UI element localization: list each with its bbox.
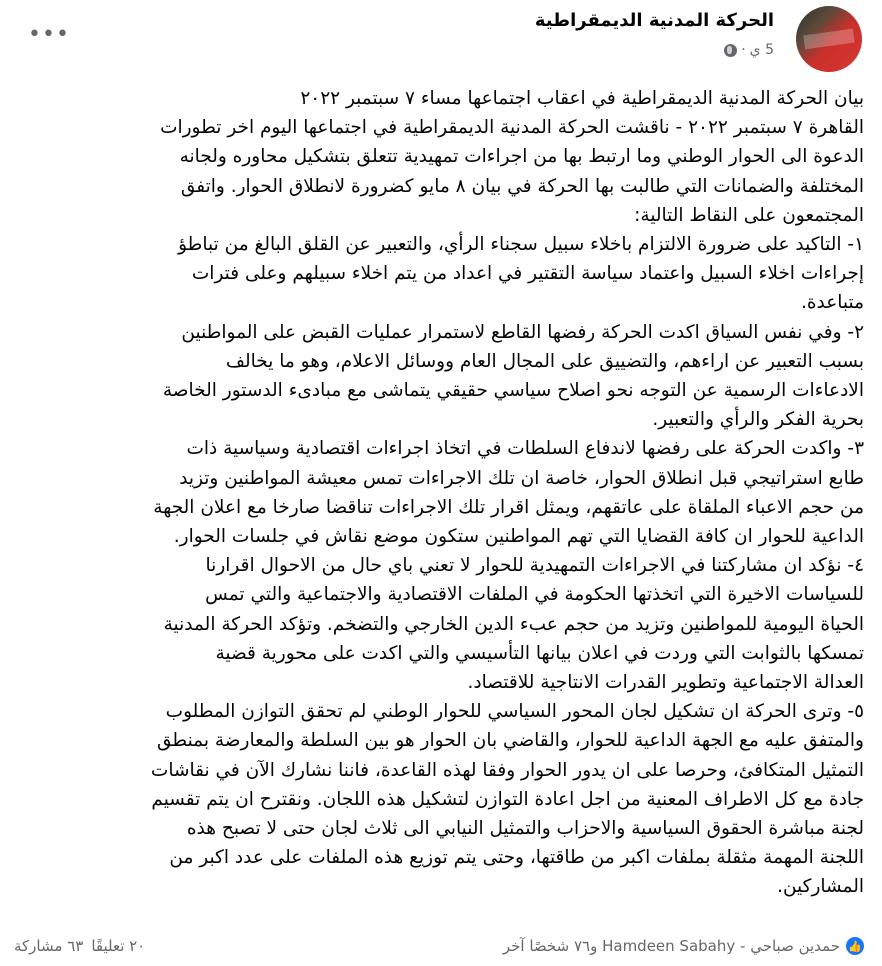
reactions-summary[interactable] <box>503 937 864 955</box>
post-text-line: ٤- نؤكد ان مشاركتنا في الاجراءات التمهيدية للحوار لا تعني باي حال من الاحوال اقرارنا <box>205 555 864 577</box>
reactions-text: حمدين صباحي - Hamdeen Sabahy و٧٦ شخصًا آخر <box>502 937 840 955</box>
post-text-line: تمسكها بالثوابت التي وردت في اعلان بيانها التأسيسي والتي اكدت على محورية قضية <box>215 642 864 664</box>
post-text-line: المختلفة والضمانات التي طالبت بها الحركة في بيان ٨ مايو كضرورة لانطلاق الحوار. واتفق <box>180 175 864 197</box>
post-header <box>0 0 882 90</box>
post-text-line: إجراءات اخلاء السبيل واعتماد سياسة التقتير في اعداد من يتم اخلاء سبيلهم وعلى فترات <box>191 263 864 285</box>
post-text-line: المجتمعون على النقاط التالية: <box>634 204 864 226</box>
like-icon: 👍 <box>846 937 864 955</box>
post-text-line: بسبب التعبير عن اراءهم، والتضييق على المجال العام ووسائل الاعلام، وهو ما يخالف <box>225 350 864 372</box>
post-text-line: طابع استراتيجي قبل انطلاق الحوار، خاصة ان تلك الاجراءات تمس معيشة المواطنين وتزيد <box>179 467 864 489</box>
post-text-line: الداعية للحوار ان كافة القضايا التي تهم المواطنين ستكون موضع نقاش في جلسات الحوار. <box>173 526 864 548</box>
post-text-line: الدعوة الى الحوار الوطني وما ارتبط بها من اجراءات تمهيدية تتعلق بتشكيل محاوره ولجانه <box>179 146 864 168</box>
post-text-line: من حجم الاعباء الملقاة على عاتقهم، ويمثل اقرار تلك الاجراءات تناقضا صارخا مع اعلان الجهة <box>153 496 864 518</box>
meta-separator: · <box>741 42 746 58</box>
post-text-line: بيان الحركة المدنية الديمقراطية في اعقاب اجتماعها مساء ٧ سبتمبر ٢٠٢٢ <box>300 88 864 109</box>
post-text-line: التمثيل المتكافئ، وحرصا على ان يدور الحوار وفقا لهذه القاعدة، فاننا نشارك الآن في نقاشات <box>150 759 864 781</box>
post-text-line: ٣- واكدت الحركة على رفضها لاندفاع السلطات في اتخاذ اجراءات اقتصادية وسياسية ذات <box>186 438 864 460</box>
post-text-line: لجنة مباشرة الحقوق السياسية والاحزاب والتمثيل النيابي الى ثلاث لجان حتى لا تصبح هذه <box>186 818 864 840</box>
post-text-line: والمتفق عليه مع الجهة الداعية للحوار، والقاضي بان الحوار هو بين السلطة والمعارضة بمنطق <box>156 730 864 752</box>
post-time[interactable]: 5 ي <box>749 42 774 58</box>
post-text-line: جادة مع كل الاطراف المعنية من اجل اعادة التوازن لتشكيل هذه اللجان. ونقترح ان يتم تقسيم <box>151 788 864 810</box>
post-text-line: الادعاءات الرسمية عن التوجه نحو اصلاح سياسي حقيقي يتماشى مع مبادىء الدستور الخاصة <box>162 380 864 402</box>
post-text-line: العدالة الاجتماعية وتطوير القدرات الانتاجية للاقتصاد. <box>467 672 864 694</box>
globe-icon <box>724 44 737 57</box>
shares-count[interactable]: ٦٣ مشاركة <box>14 937 84 955</box>
author-name[interactable]: الحركة المدنية الديمقراطية <box>534 10 774 31</box>
post-text-line: المشاركين. <box>777 876 864 898</box>
page-avatar[interactable] <box>796 6 862 72</box>
post-text-line: ٥- وترى الحركة ان تشكيل لجان المحور السياسي للحوار الوطني لم تحقق التوازن المطلوب <box>165 701 864 723</box>
post-meta <box>724 42 774 58</box>
post-text-line: اللجنة المهمة مثقلة بملفات اكبر من طاقتها، وحتى يتم توزيع هذه الملفات على عدد اكبر من <box>169 847 864 869</box>
post-text-line: ٢- وفي نفس السياق اكدت الحركة رفضها القاطع لاستمرار عمليات القبض على المواطنين <box>181 321 864 343</box>
post-text-line: ١- التاكيد على ضرورة الالتزام باخلاء سبيل سجناء الرأي، والتعبير عن القلق البالغ من تباطؤ <box>178 234 864 256</box>
post-footer <box>14 932 864 960</box>
post-text-line: الحياة اليومية للمواطنين وتزيد من حجم عبء الدين الخارجي والتضخم. وتؤكد الحركة المدنية <box>163 613 864 635</box>
engagement-counts <box>14 937 145 955</box>
post-text-line: متباعدة. <box>800 292 864 314</box>
post-text <box>14 84 864 902</box>
post-text-line: القاهرة ٧ سبتمبر ٢٠٢٢ - ناقشت الحركة المدنية الديمقراطية في اجتماعها اليوم اخر تطورات <box>160 117 864 139</box>
more-options-button[interactable]: ••• <box>28 22 70 47</box>
comments-count[interactable]: ٢٠ تعليقًا <box>91 937 146 955</box>
avatar-logo-band <box>803 29 854 50</box>
post-text-line: بحرية الفكر والرأي والتعبير. <box>652 409 864 431</box>
post-text-line: للسياسات الاخيرة التي اتخذتها الحكومة في الملفات الاقتصادية والاجتماعية والتي تمس <box>205 584 864 606</box>
